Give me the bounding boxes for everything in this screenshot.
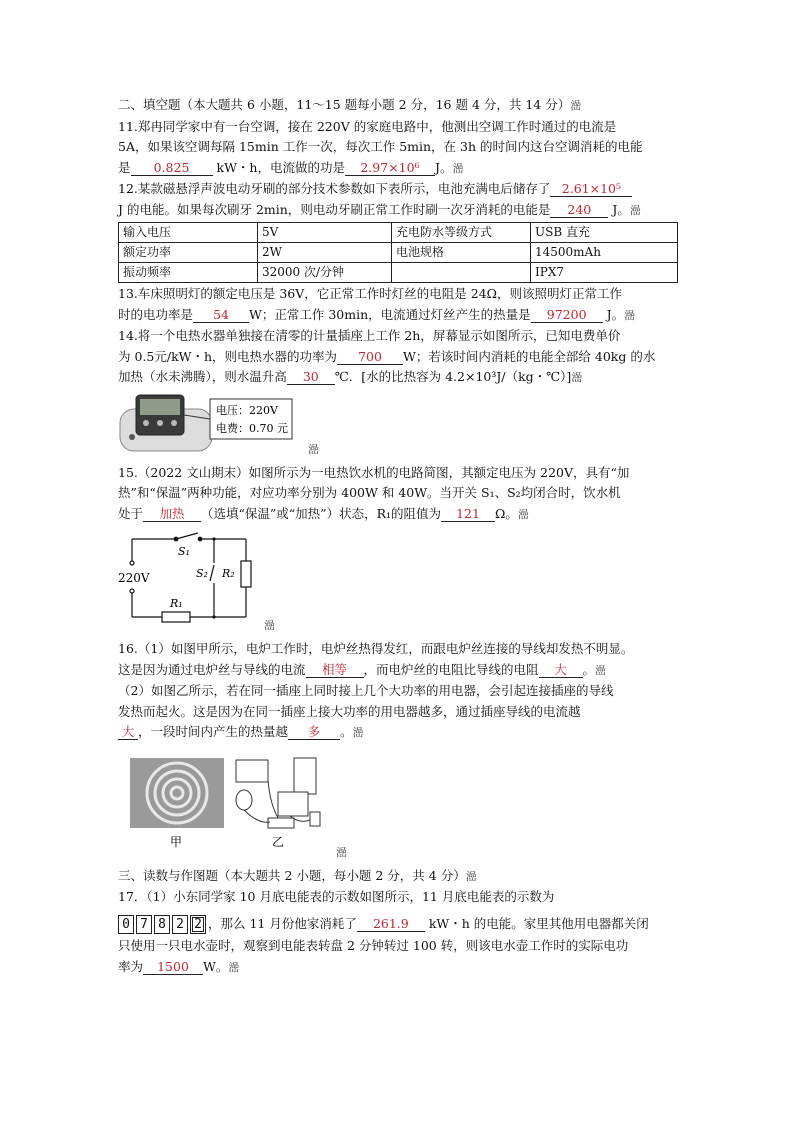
readout-voltage: 电压：220V [216,403,278,417]
circuit-voltage-label: 220V [118,571,150,585]
q17-line-1: 17．（1）小东同学家 10 月底电能表的示数如图所示，11 月底电能表的示数为 [118,889,555,904]
readout-fee: 电费：0.70 元 [216,421,288,435]
kettle-icon [310,812,320,826]
plug-button-icon [157,420,163,426]
q16-line-4: 发热而起火。这是因为在同一插座上接大功率的用电器越多，通过插座导线的电流越 [118,703,581,719]
q13-line-1: 13.车床照明灯的额定电压是 36V，它正常工作时灯丝的电阻是 24Ω，则该照明灯正常工作 [118,286,623,301]
q17-line-4: 率为 1500 W。澏 [118,958,240,974]
r1-label: R₁ [170,597,183,610]
q15-line-2: 热”和“保温”两种功能，对应功率分别为 400W 和 40W。当开关 S₁、S₂均闭合时，饮水机 [118,485,621,500]
q16-answer-3: 大 [118,724,138,740]
svg-text:澏: 澏 [264,619,275,632]
q16-answer-1: 相等 [306,662,364,678]
q13-line-2: 时的电功率是 54 W；正常工作 30min，电流通过灯丝产生的热量是 97200 J。澏 [118,306,636,322]
power-strip-icon [268,818,294,828]
smart-plug-illustration [118,389,418,457]
plug-display [140,399,180,415]
document-page [118,95,678,978]
q14-line-2: 为 0.5元/kW・h，则电热水器的功率为 700 W；若该时间内消耗的电能全部给 40kg 的水 [118,348,656,364]
q16-illustrations [118,754,358,858]
q14-figure [118,389,678,457]
q15-answer-2: 121 [441,506,495,522]
r2-label: R₂ [222,567,235,580]
terminal-icon [130,589,134,593]
q17-line-2: 0 7 8 2 2 ，那么 11 月份他家消耗了 261.9 kW・h 的电能。家里其他用电器都关闭 [118,912,678,937]
microwave-icon [236,760,268,782]
q16-figures [118,754,678,858]
tv-icon [278,792,308,816]
resistor-r2-icon [241,561,251,587]
section-3-title: 三、读数与作图题（本大题共 2 小题，每小题 2 分，共 4 分）澏 [118,867,477,883]
resistor-r1-icon [162,612,190,622]
q13-answer-1: 54 [193,307,249,323]
q15-line-3: 处于 加热 （选填“保温”或“加热”）状态，R₁的阻值为 121 Ω。澏 [118,505,529,521]
s1-label: S₁ [178,545,190,558]
energy-meter-reading: 0 7 8 2 2 [118,912,208,936]
q16-answer-4: 多 [288,724,340,740]
q14-line-3: 加热（水未沸腾），则水温升高 30 ℃．[水的比热容为 4.2×10³J/（kg・℃）]澏 [118,369,583,384]
socket-hole-icon [129,434,135,440]
terminal-icon [130,561,134,565]
s2-label: S₂ [196,567,208,580]
q16-answer-2: 大 [539,662,583,678]
q15-answer-1: 加热 [143,506,201,522]
q11-answer-2: 2.97×10⁶ [345,160,435,176]
q11-answer-1: 0.825 [131,160,213,176]
plug-button-icon [143,420,149,426]
table-row: 输入电压 5V 充电防水等级方式 USB 直充 [119,223,678,243]
q12-parameter-table [118,222,678,283]
q12-line-2: J 的电能。如果每次刷牙 2min，则电动牙刷正常工作时刷一次牙消耗的电能是 240 J。澏 [118,201,641,217]
fan-icon [236,790,252,810]
q16-line-1: 16.（1）如图甲所示，电炉工作时，电炉丝热得发红，而跟电炉丝连接的导线却发热不明显。 [118,641,634,656]
q11-line-2: 5A，如果该空调每隔 15min 工作一次，每次工作 5min，在 3h 的时间内这台空调消耗的电能 [118,139,643,154]
q16-line-2: 这是因为通过电炉丝与导线的电流 相等 ，而电炉丝的电阻比导线的电阻 大 。澏 [118,661,607,677]
q17-line-3: 只使用一只电水壶时，观察到电能表转盘 2 分钟转过 100 转，则该电水壶工作时的实际电功 [118,938,629,953]
section-2-title: 二、填空题（本大题共 6 小题，11～15 题每小题 2 分，16 题 4 分，共 14 分）澏 [118,97,582,112]
fridge-icon [294,758,316,794]
figure-a-label: 甲 [170,834,183,849]
q17-answer-1: 261.9 [357,916,425,932]
q13-answer-2: 97200 [531,307,603,323]
q17-answer-2: 1500 [143,959,203,975]
svg-text:澏: 澏 [308,442,319,456]
q14-answer-1: 700 [337,349,403,365]
q12-line-1: 12.某款磁悬浮声波电动牙刷的部分技术参数如下表所示，电池充满电后储存了 2.61×10⁵ [118,179,678,200]
svg-text:澏: 澏 [336,845,347,858]
switch-node-icon [198,537,202,541]
switch-s1-icon [176,533,198,539]
table-row: 额定功率 2W 电池规格 14500mAh [119,243,678,263]
circuit-diagram [118,525,318,633]
q12-answer-1: 2.61×10⁵ [550,181,632,197]
switch-s2-icon [210,565,214,581]
q11-line-3: 是 0.825 kW・h，电流做的功是 2.97×10⁶ J。澏 [118,159,464,175]
q12-answer-2: 240 [550,202,608,218]
table-row: 振动频率 32000 次/分钟 IPX7 [119,263,678,283]
q16-line-3: （2）如图乙所示，若在同一插座上同时接上几个大功率的用电器，会引起连接插座的导线 [118,683,614,698]
q11-line-1: 11.郑冉同学家中有一台空调，接在 220V 的家庭电路中，他测出空调工作时通过的电流是 [118,118,617,134]
q14-line-1: 14.将一个电热水器单独接在清零的计量插座上工作 2h，屏幕显示如图所示，已知电费单价 [118,328,621,343]
q15-circuit-figure [118,525,678,633]
figure-b-label: 乙 [272,834,285,849]
q16-line-5: 大 ，一段时间内产生的热量越 多 。澏 [118,722,678,744]
plug-button-icon [171,420,177,426]
q14-answer-2: 30 [287,369,335,385]
stove-photo [130,758,224,828]
q15-line-1: 15.（2022 文山期末）如图所示为一电热饮水机的电路简图，其额定电压为 220V，具有“加 [118,464,630,480]
